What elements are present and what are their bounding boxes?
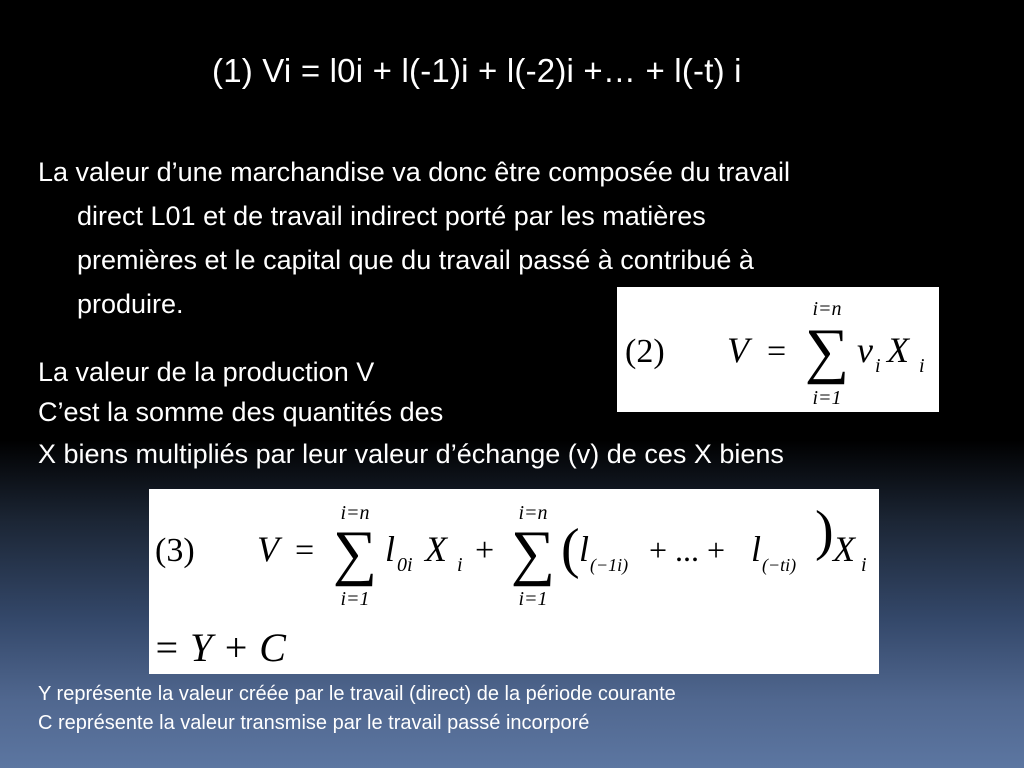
formula-2 [617,287,939,412]
formula-3-equals: = [295,532,315,569]
formula-3-result: = Y + C [153,625,286,670]
paragraph-line-2: direct L01 et de travail indirect porté par les matières [77,201,706,231]
formula-2-box [617,287,939,412]
formula-3-lhs: V [257,529,279,569]
formula-3-l1-sub: (−1i) [590,555,629,575]
formula-3-box [149,489,879,674]
formula-2-lhs: V [727,330,749,370]
formula-3-l0-sub: 0i [397,554,413,576]
formula-2-v: v [857,330,873,370]
formula-3-label: (3) [155,532,195,569]
goods-multiplied-line: X biens multipliés par leur valeur d’échange (v) de ces X biens [38,439,784,469]
formula-3-lt-sub: (−ti) [762,555,797,575]
formula-2-sum: ∑ [804,317,850,385]
formula-3-right-paren: ) [815,500,834,562]
formula-3-x2-sub: i [861,554,867,576]
formula-3-x1: X [425,529,447,569]
sum-quantities-line: C’est la somme des quantités des [38,397,444,427]
paragraph-line-3: premières et le capital que du travail passé à contribué à [77,245,754,275]
formula-3-x2: X [833,529,855,569]
formula-3-left-paren: ( [561,518,580,580]
formula-2-x: X [887,330,909,370]
formula-3-lower-limit-2: i=1 [518,588,548,610]
note-y-definition: Y représente la valeur créée par le travail (direct) de la période courante [38,683,676,705]
formula-2-upper-limit: i=n [812,298,842,320]
formula-3-lt: l [751,529,762,569]
formula-3-l0: l [385,529,396,569]
formula-3-sum-1: ∑ [332,519,378,587]
formula-3-upper-limit-1: i=n [340,502,370,524]
note-c-definition: C représente la valeur transmise par le travail passé incorporé [38,712,590,734]
formula-3-plus: + [475,532,495,569]
formula-2-lower-limit: i=1 [812,387,842,409]
formula-3-upper-limit-2: i=n [518,502,548,524]
formula-2-v-sub: i [875,355,881,377]
formula-2-label: (2) [625,333,665,370]
formula-3 [149,489,879,674]
production-value-line: La valeur de la production V [38,357,375,387]
paragraph-line-1: La valeur d’une marchandise va donc être composée du travail [38,157,790,187]
paragraph-line-4: produire. [77,289,184,319]
formula-3-x1-sub: i [457,554,463,576]
formula-2-x-sub: i [919,355,925,377]
formula-3-dots: + ... + [649,532,726,568]
formula-3-lower-limit-1: i=1 [340,588,370,610]
equation-1: (1) Vi = l0i + l(-1)i + l(-2)i +… + l(-t) i [212,52,742,89]
formula-3-sum-2: ∑ [510,519,556,587]
formula-2-equals: = [767,333,787,370]
formula-3-l1: l [579,529,590,569]
